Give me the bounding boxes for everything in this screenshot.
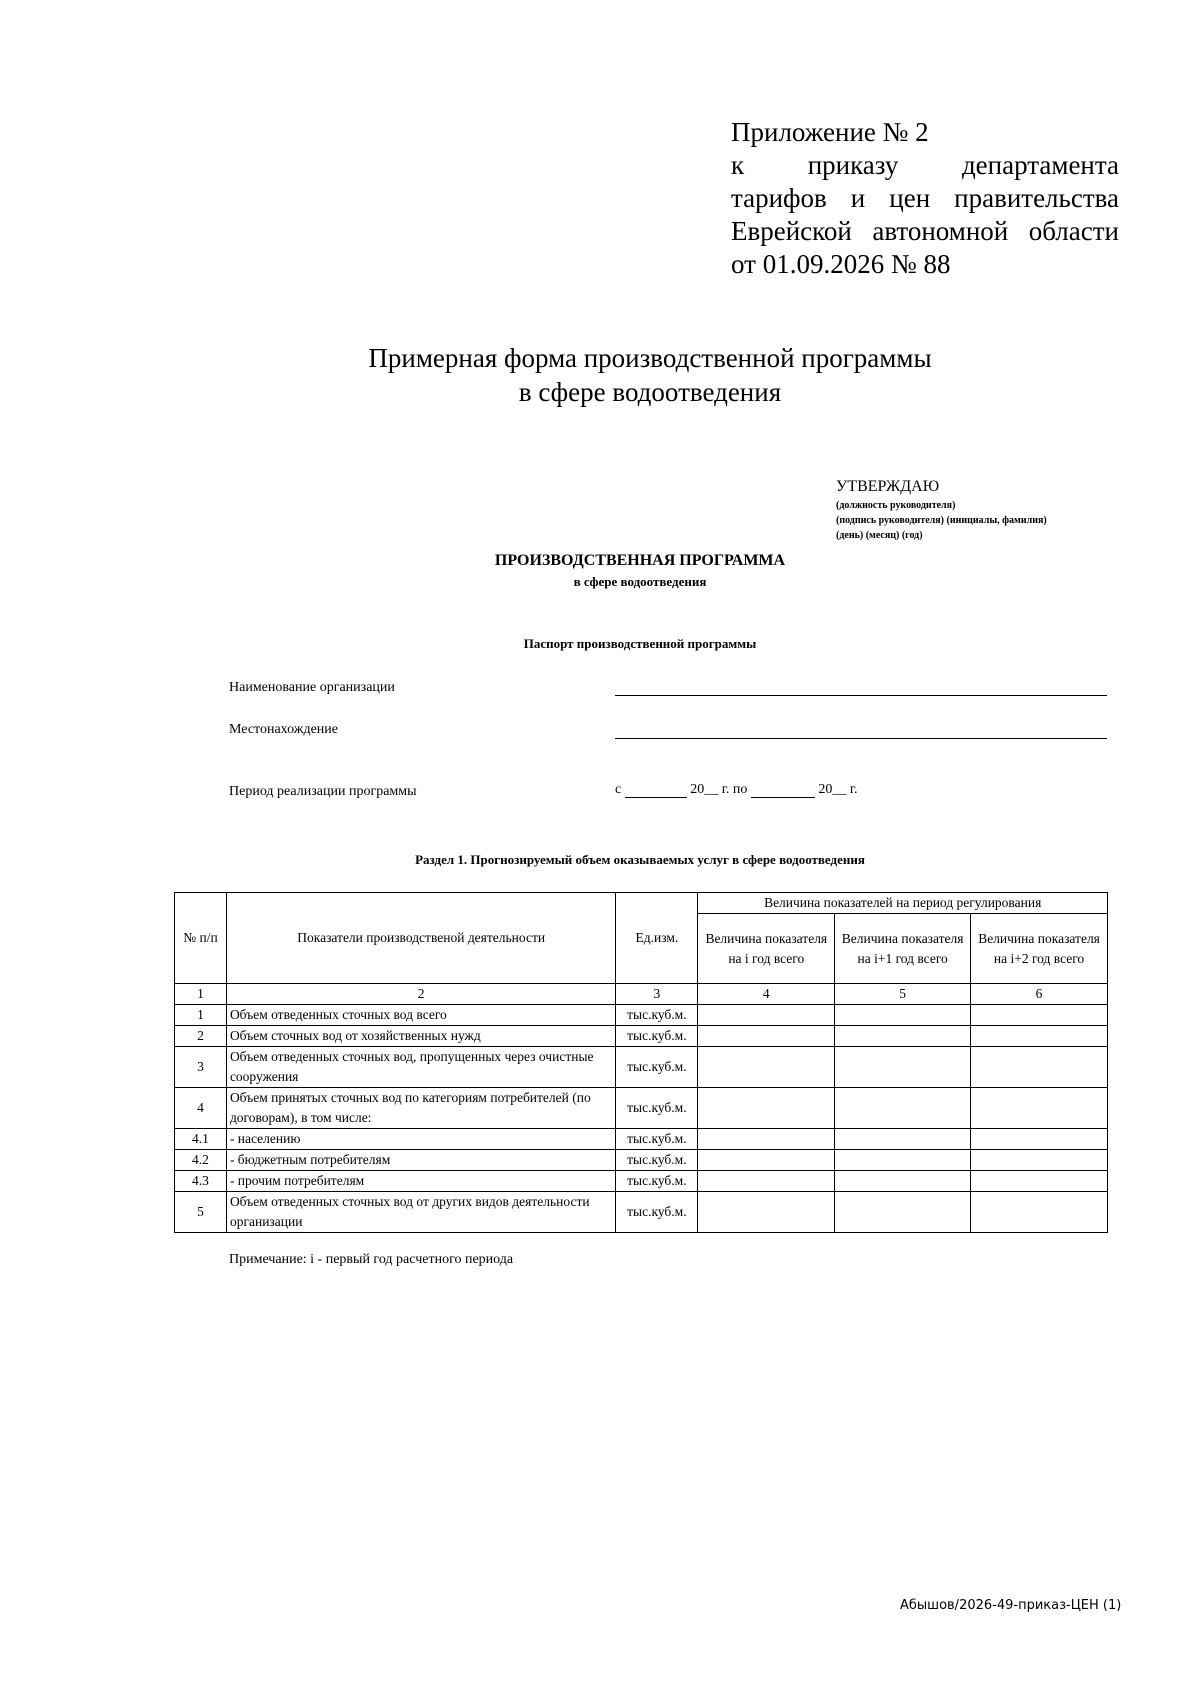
row-indicator: - прочим потребителям [226,1171,615,1192]
row-value-i1 [835,1150,971,1171]
document-title-line: Примерная форма производственной программы [368,343,932,373]
passport-title: Паспорт производственной программы [523,636,757,651]
row-value-i [698,1088,835,1129]
table-note: Примечание: i - первый год расчетного периода [229,1252,514,1267]
row-value-i1 [835,1192,971,1233]
header-col5: Величина показателя на i+1 год всего [835,914,971,984]
period-field [615,782,858,798]
period-year-start: 20__ г. по [690,782,748,797]
row-value-i1 [835,1047,971,1088]
program-title-text: ПРОИЗВОДСТВЕННАЯ ПРОГРАММА [494,552,786,569]
row-value-i2 [971,1088,1108,1129]
period-blank [625,783,687,798]
row-number: 1 [175,1005,227,1026]
header-indicator: Показатели производственой деятельности [226,893,615,984]
row-value-i2 [971,1129,1108,1150]
location-line [615,737,1107,739]
table-row [175,1129,1108,1150]
row-unit: тыс.куб.м. [616,1150,698,1171]
row-value-i [698,1047,835,1088]
row-number: 4.3 [175,1171,227,1192]
row-unit: тыс.куб.м. [616,1192,698,1233]
row-value-i1 [835,1129,971,1150]
row-unit: тыс.куб.м. [616,1088,698,1129]
appendix-line: к приказу департамента [731,150,1119,180]
approval-signature: (подпись руководителя) (инициалы, фамилия) [836,515,1047,526]
document-title [250,341,1050,409]
row-indicator: Объем отведенных сточных вод, пропущенных через очистные сооружения [226,1047,615,1088]
row-indicator: - бюджетным потребителям [226,1150,615,1171]
period-label: Период реализации программы [229,784,417,799]
row-indicator: Объем отведенных сточных вод от других видов деятельности организации [226,1192,615,1233]
row-indicator: Объем принятых сточных вод по категориям потребителей (по договорам), в том числе: [226,1088,615,1129]
row-indicator: Объем сточных вод от хозяйственных нужд [226,1026,615,1047]
appendix-line: Еврейской автономной области [731,216,1119,246]
row-unit: тыс.куб.м. [616,1047,698,1088]
approval-date: (день) (месяц) (год) [836,530,923,541]
row-indicator: - населению [226,1129,615,1150]
period-from: с [615,782,622,797]
row-number: 4 [175,1088,227,1129]
header-col6: Величина показателя на i+2 год всего [971,914,1108,984]
row-number: 2 [175,1026,227,1047]
row-number: 4.2 [175,1150,227,1171]
row-number: 3 [175,1047,227,1088]
row-value-i [698,1192,835,1233]
row-value-i2 [971,1005,1108,1026]
row-value-i [698,1129,835,1150]
row-value-i [698,1026,835,1047]
approval-block [836,477,1047,544]
row-value-i1 [835,1005,971,1026]
row-unit: тыс.куб.м. [616,1129,698,1150]
program-subtitle: в сфере водоотведения [573,574,707,589]
table-row [175,1171,1108,1192]
table-row [175,1150,1108,1171]
row-value-i2 [971,1047,1108,1088]
row-unit: тыс.куб.м. [616,1171,698,1192]
row-value-i2 [971,1171,1108,1192]
table-row [175,1192,1108,1233]
column-number: 2 [226,984,615,1005]
row-number: 5 [175,1192,227,1233]
row-value-i2 [971,1192,1108,1233]
column-number: 5 [835,984,971,1005]
row-value-i2 [971,1026,1108,1047]
header-num: № п/п [175,893,227,984]
program-table [174,892,1108,1233]
row-value-i [698,1005,835,1026]
row-value-i2 [971,1150,1108,1171]
period-blank [751,783,815,798]
column-number: 1 [175,984,227,1005]
appendix-block [731,116,1119,281]
column-number: 6 [971,984,1108,1005]
document-footer-id: Абышов/2026-49-приказ-ЦЕН (1) [900,1598,1122,1613]
org-name-line [615,694,1107,696]
column-number-row [175,984,1108,1005]
table-row [175,1088,1108,1129]
location-label: Местонахождение [229,722,339,737]
table-row [175,1047,1108,1088]
row-unit: тыс.куб.м. [616,1005,698,1026]
column-number: 3 [616,984,698,1005]
row-value-i1 [835,1088,971,1129]
table-body [175,984,1108,1233]
section-title: Раздел 1. Прогнозируемый объем оказываемых услуг в сфере водоотведения [415,852,865,867]
column-number: 4 [698,984,835,1005]
header-col4: Величина показателя на i год всего [698,914,835,984]
header-unit: Ед.изм. [616,893,698,984]
document-title-line: в сфере водоотведения [518,377,782,407]
org-name-label: Наименование организации [229,680,395,695]
appendix-line: от 01.09.2026 № 88 [731,249,951,279]
table-row [175,1026,1108,1047]
period-year-end: 20__ г. [818,782,858,797]
row-indicator: Объем отведенных сточных вод всего [226,1005,615,1026]
header-group: Величина показателей на период регулирования [698,893,1108,914]
row-number: 4.1 [175,1129,227,1150]
row-value-i1 [835,1026,971,1047]
approval-position: (должность руководителя) [836,500,956,511]
row-unit: тыс.куб.м. [616,1026,698,1047]
appendix-line: тарифов и цен правительства [731,183,1119,213]
appendix-line: Приложение № 2 [731,117,929,147]
row-value-i1 [835,1171,971,1192]
approval-title: УТВЕРЖДАЮ [836,478,940,495]
program-title [400,550,880,592]
row-value-i [698,1150,835,1171]
table-row [175,1005,1108,1026]
row-value-i [698,1171,835,1192]
